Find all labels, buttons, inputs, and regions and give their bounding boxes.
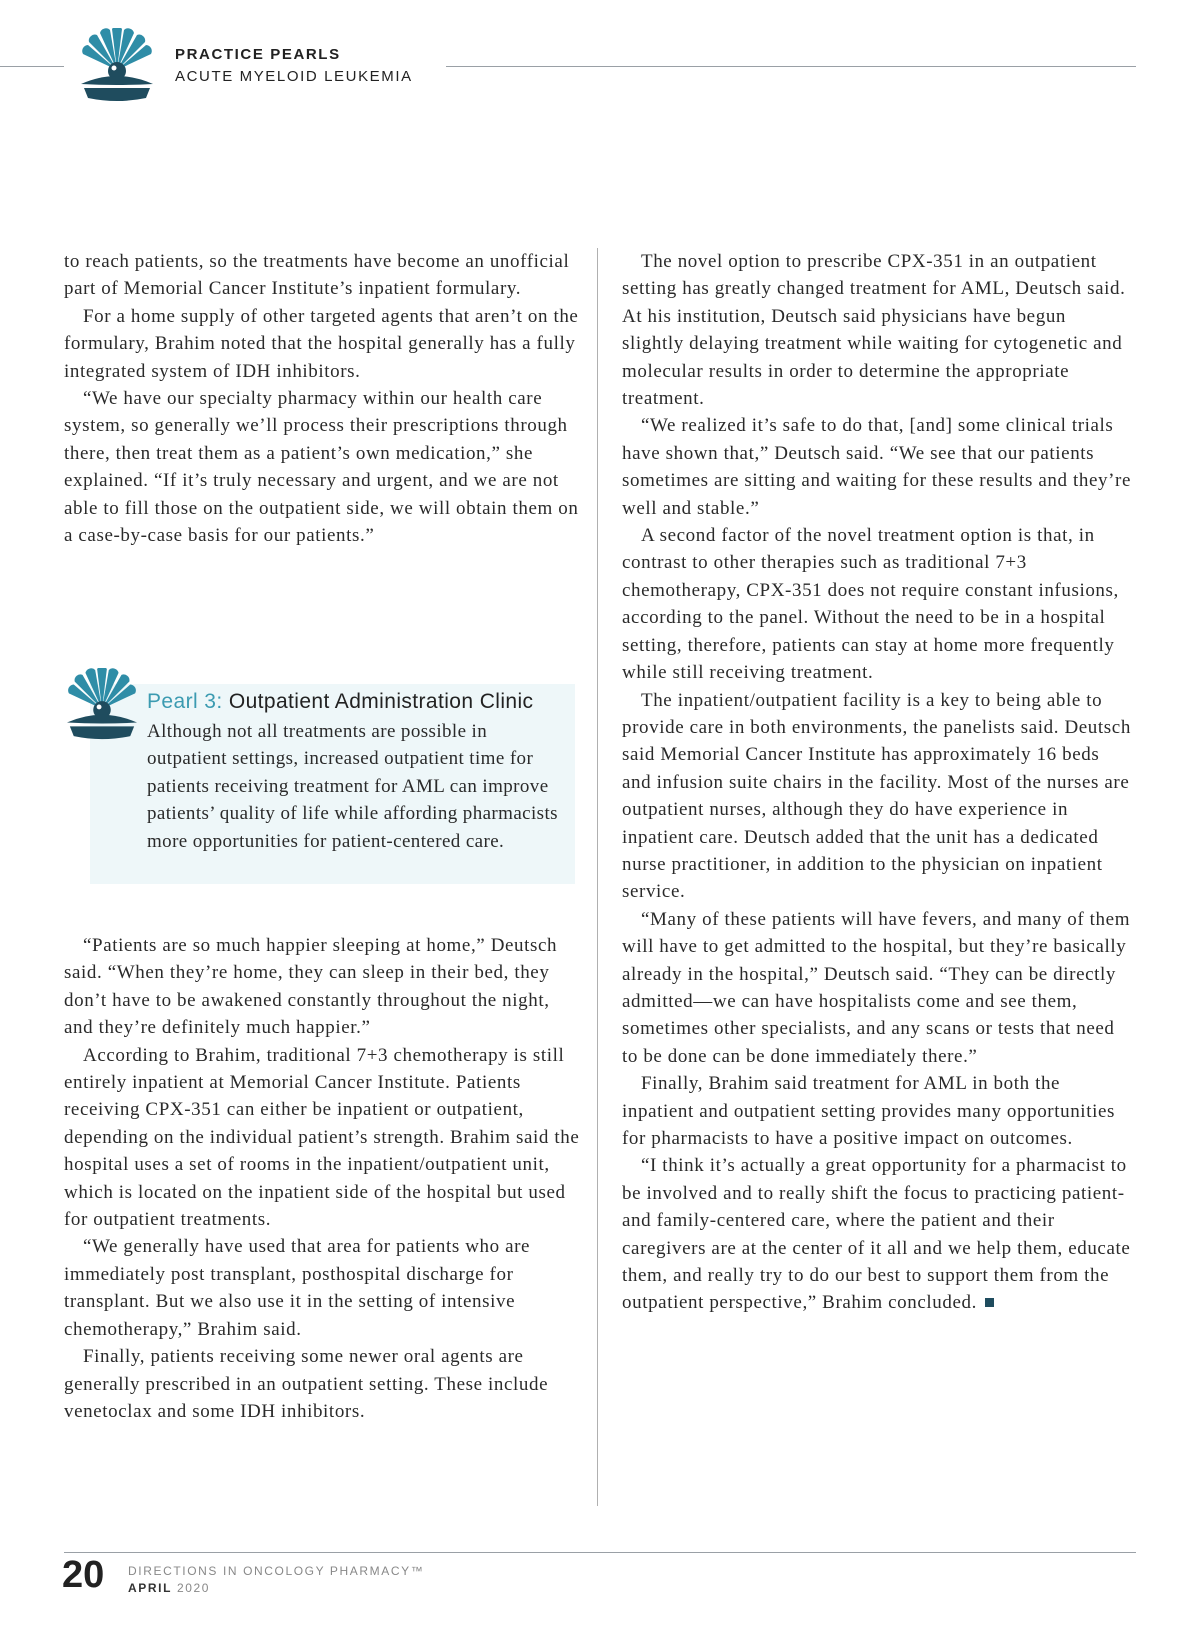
paragraph: A second factor of the novel treatment option is that, in contrast to other therapies such as traditional 7+3 chemotherapy, CPX-351 does not require constant infusions, according to the panel. Without the need to be in a hospital setting, therefore, patients can stay at home more frequently while still receiving treatment. bbox=[622, 525, 1119, 684]
paragraph: The inpatient/outpatient facility is a key to being able to provide care in both environments, the panelists said. Deutsch said Memorial Cancer Institute has approximately 16 beds and infusion suite chairs in the facility. Most of the nurses are outpatient nurses, although they do have experience in inpatient care. Deutsch added that the unit has a dedicated nurse practitioner, in addition to the physician on inpatient service. bbox=[622, 689, 1131, 903]
pearl-shell-icon bbox=[62, 668, 142, 742]
paragraph: The novel option to prescribe CPX-351 in an outpatient setting has greatly changed treatment for AML, Deutsch said. At his institution, Deutsch said physicians have begun slightly delaying treatment while waiting for cytogenetic and molecular results in order to determine the appropriate treatment. bbox=[622, 251, 1126, 410]
pearl-body: Although not all treatments are possible in outpatient settings, increased outpatient time for patients receiving treatment for AML can improve patients’ quality of life while affording pharmacists more opportunities for patient-centered care. bbox=[147, 721, 558, 852]
paragraph: Finally, patients receiving some newer oral agents are generally prescribed in an outpatient setting. These include venetoclax and some IDH inhibitors. bbox=[64, 1346, 549, 1422]
issue-year: 2020 bbox=[176, 1581, 211, 1595]
header-left-rule bbox=[0, 66, 64, 67]
right-column bbox=[622, 248, 1132, 1317]
paragraph: “Many of these patients will have fevers, and many of them will have to get admitted to the hospital, but they’re basically already in the hospital,” Deutsch said. “They can be directly admitted—we can have hospitalists come and see them, sometimes other specialists, and any scans or tests that need to be done can be done immediately there.” bbox=[622, 908, 1131, 1067]
paragraph: According to Brahim, traditional 7+3 chemotherapy is still entirely inpatient at Memorial Cancer Institute. Patients receiving CPX-351 can either be inpatient or outpatient, depending on the individual patient’s strength. Brahim said the hospital uses a set of rooms in the inpatient/outpatient unit, which is located on the inpatient side of the hospital but used for outpatient treatments. bbox=[64, 1044, 580, 1231]
paragraph: to reach patients, so the treatments have become an unofficial part of Memorial Cancer Institute’s inpatient formulary. bbox=[64, 251, 570, 300]
paragraph bbox=[622, 1152, 1132, 1316]
footer-rule bbox=[64, 1552, 1136, 1553]
paragraph: “We generally have used that area for patients who are immediately post transplant, posthospital discharge for transplant. But we also use it in the setting of intensive chemotherapy,” Brahim said. bbox=[64, 1236, 531, 1340]
paragraph: “We realized it’s safe to do that, [and] some clinical trials have shown that,” Deutsch said. “We see that our patients sometimes are sitting and waiting for these results and they’re well and stable.” bbox=[622, 415, 1131, 519]
paragraph: For a home supply of other targeted agents that aren’t on the formulary, Brahim noted that the hospital generally has a fully integrated system of IDH inhibitors. bbox=[64, 305, 579, 382]
publication-name: DIRECTIONS IN ONCOLOGY PHARMACY™ bbox=[128, 1564, 425, 1578]
issue-month: APRIL bbox=[128, 1581, 172, 1595]
end-of-article-icon bbox=[985, 1298, 994, 1307]
pearl-shell-icon bbox=[76, 28, 158, 104]
pearl-label: Pearl 3: bbox=[147, 690, 223, 713]
column-divider bbox=[597, 248, 598, 1506]
header-right-rule bbox=[446, 66, 1136, 67]
pearl-heading: Outpatient Administration Clinic bbox=[228, 690, 534, 713]
pearl-title bbox=[147, 690, 533, 714]
section-topic: ACUTE MYELOID LEUKEMIA bbox=[175, 68, 413, 85]
paragraph: “We have our specialty pharmacy within our health care system, so generally we’ll process their prescriptions through there, then treat them as a patient’s own medication,” she explained. “If it’s truly necessary and urgent, and we are not able to fill those on the outpatient side, we will obtain them on a case-by-case basis for our patients.” bbox=[64, 388, 579, 547]
left-column-top bbox=[64, 248, 584, 549]
paragraph-text: “I think it’s actually a great opportunity for a pharmacist to be involved and to really shift the focus to practicing patient- and family-centered care, where the patient and their caregivers are at the center of it all and we help them, educate them, and really try to do our best to support them from the outpatient perspective,” Brahim concluded. bbox=[622, 1155, 1131, 1314]
page-number: 20 bbox=[62, 1554, 105, 1596]
paragraph: “Patients are so much happier sleeping at home,” Deutsch said. “When they’re home, they can sleep in their bed, they don’t have to be awakened constantly throughout the night, and they’re definitely much happier.” bbox=[64, 935, 558, 1039]
section-title: PRACTICE PEARLS bbox=[175, 46, 341, 63]
paragraph: Finally, Brahim said treatment for AML in both the inpatient and outpatient setting provides many opportunities for pharmacists to have a positive impact on outcomes. bbox=[622, 1073, 1115, 1149]
publication-issue bbox=[128, 1581, 210, 1595]
left-column-bottom bbox=[64, 932, 584, 1425]
